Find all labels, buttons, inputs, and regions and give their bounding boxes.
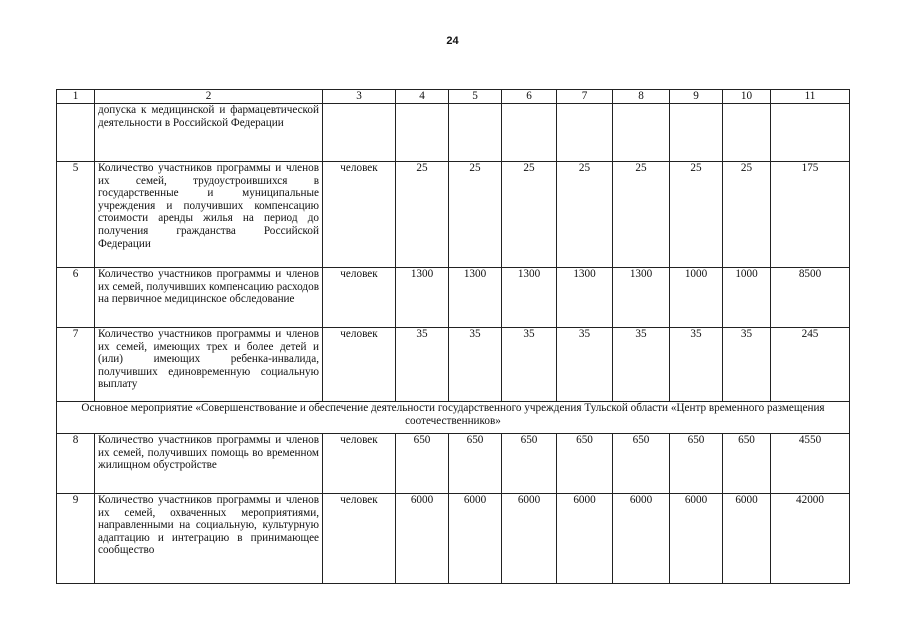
indicators-table (56, 89, 850, 584)
unit-cell: человек (323, 268, 396, 328)
value-cell: 1300 (396, 268, 449, 328)
value-cell: 6000 (502, 494, 557, 584)
total-cell: 42000 (771, 494, 850, 584)
table-row (57, 494, 850, 584)
value-cell: 25 (613, 162, 670, 268)
section-row (57, 402, 850, 434)
table-row (57, 268, 850, 328)
value-cell: 1300 (449, 268, 502, 328)
value-cell: 1300 (613, 268, 670, 328)
value-cell (449, 104, 502, 162)
value-cell: 650 (502, 434, 557, 494)
value-cell: 650 (613, 434, 670, 494)
value-cell: 6000 (449, 494, 502, 584)
indicator-description: Количество участников программы и членов их семей, получивших помощь во временном жилищном обустройстве (95, 434, 323, 494)
header-cell-8: 8 (613, 90, 670, 104)
header-cell-11: 11 (771, 90, 850, 104)
table-row (57, 434, 850, 494)
value-cell: 35 (557, 328, 613, 402)
header-cell-4: 4 (396, 90, 449, 104)
value-cell: 1000 (670, 268, 723, 328)
total-cell: 8500 (771, 268, 850, 328)
header-cell-10: 10 (723, 90, 771, 104)
value-cell: 1000 (723, 268, 771, 328)
value-cell: 35 (449, 328, 502, 402)
value-cell: 1300 (502, 268, 557, 328)
unit-cell: человек (323, 434, 396, 494)
header-cell-6: 6 (502, 90, 557, 104)
table-row (57, 162, 850, 268)
header-cell-2: 2 (95, 90, 323, 104)
indicator-description: Количество участников программы и членов их семей, получивших компенсацию расходов на первичное медицинское обследование (95, 268, 323, 328)
page-number: 24 (446, 35, 459, 47)
header-cell-7: 7 (557, 90, 613, 104)
value-cell (502, 104, 557, 162)
indicator-description: допуска к медицинской и фармацевтической деятельности в Российской Федерации (95, 104, 323, 162)
value-cell (723, 104, 771, 162)
table-row (57, 328, 850, 402)
header-cell-1: 1 (57, 90, 95, 104)
indicator-description: Количество участников программы и членов их семей, трудоустроившихся в государственные и муниципальные учреждения и получивших компенсацию стоимости аренды жилья на период до получения гражданства Российской Федерации (95, 162, 323, 268)
value-cell: 650 (723, 434, 771, 494)
value-cell: 650 (449, 434, 502, 494)
unit-cell: человек (323, 162, 396, 268)
value-cell: 25 (449, 162, 502, 268)
value-cell: 25 (396, 162, 449, 268)
value-cell: 35 (723, 328, 771, 402)
header-row (57, 90, 850, 104)
value-cell: 25 (670, 162, 723, 268)
value-cell: 650 (670, 434, 723, 494)
value-cell: 650 (396, 434, 449, 494)
value-cell: 35 (502, 328, 557, 402)
row-number: 7 (57, 328, 95, 402)
unit-cell: человек (323, 328, 396, 402)
value-cell (396, 104, 449, 162)
value-cell (613, 104, 670, 162)
value-cell (670, 104, 723, 162)
value-cell: 650 (557, 434, 613, 494)
value-cell: 6000 (613, 494, 670, 584)
value-cell: 6000 (557, 494, 613, 584)
indicator-description: Количество участников программы и членов их семей, охваченных мероприятиями, направленными на социальную, культурную адаптацию и интеграцию в принимающее сообщество (95, 494, 323, 584)
value-cell (557, 104, 613, 162)
value-cell: 1300 (557, 268, 613, 328)
unit-cell: человек (323, 494, 396, 584)
total-cell: 4550 (771, 434, 850, 494)
row-number: 9 (57, 494, 95, 584)
value-cell: 6000 (723, 494, 771, 584)
section-title: Основное мероприятие «Совершенствование и обеспечение деятельности государственного учреждения Тульской области «Центр временного размещения соотечественников» (57, 402, 850, 434)
indicator-description: Количество участников программы и членов их семей, имеющих трех и более детей и (или) имеющих ребенка-инвалида, получивших единовременную социальную выплату (95, 328, 323, 402)
unit-cell (323, 104, 396, 162)
row-number: 8 (57, 434, 95, 494)
table-row (57, 104, 850, 162)
header-cell-3: 3 (323, 90, 396, 104)
row-number: 6 (57, 268, 95, 328)
header-cell-5: 5 (449, 90, 502, 104)
value-cell: 35 (396, 328, 449, 402)
total-cell: 175 (771, 162, 850, 268)
value-cell: 6000 (670, 494, 723, 584)
total-cell (771, 104, 850, 162)
header-cell-9: 9 (670, 90, 723, 104)
value-cell: 25 (723, 162, 771, 268)
value-cell: 35 (613, 328, 670, 402)
value-cell: 25 (557, 162, 613, 268)
row-number (57, 104, 95, 162)
row-number: 5 (57, 162, 95, 268)
total-cell: 245 (771, 328, 850, 402)
value-cell: 35 (670, 328, 723, 402)
value-cell: 25 (502, 162, 557, 268)
value-cell: 6000 (396, 494, 449, 584)
